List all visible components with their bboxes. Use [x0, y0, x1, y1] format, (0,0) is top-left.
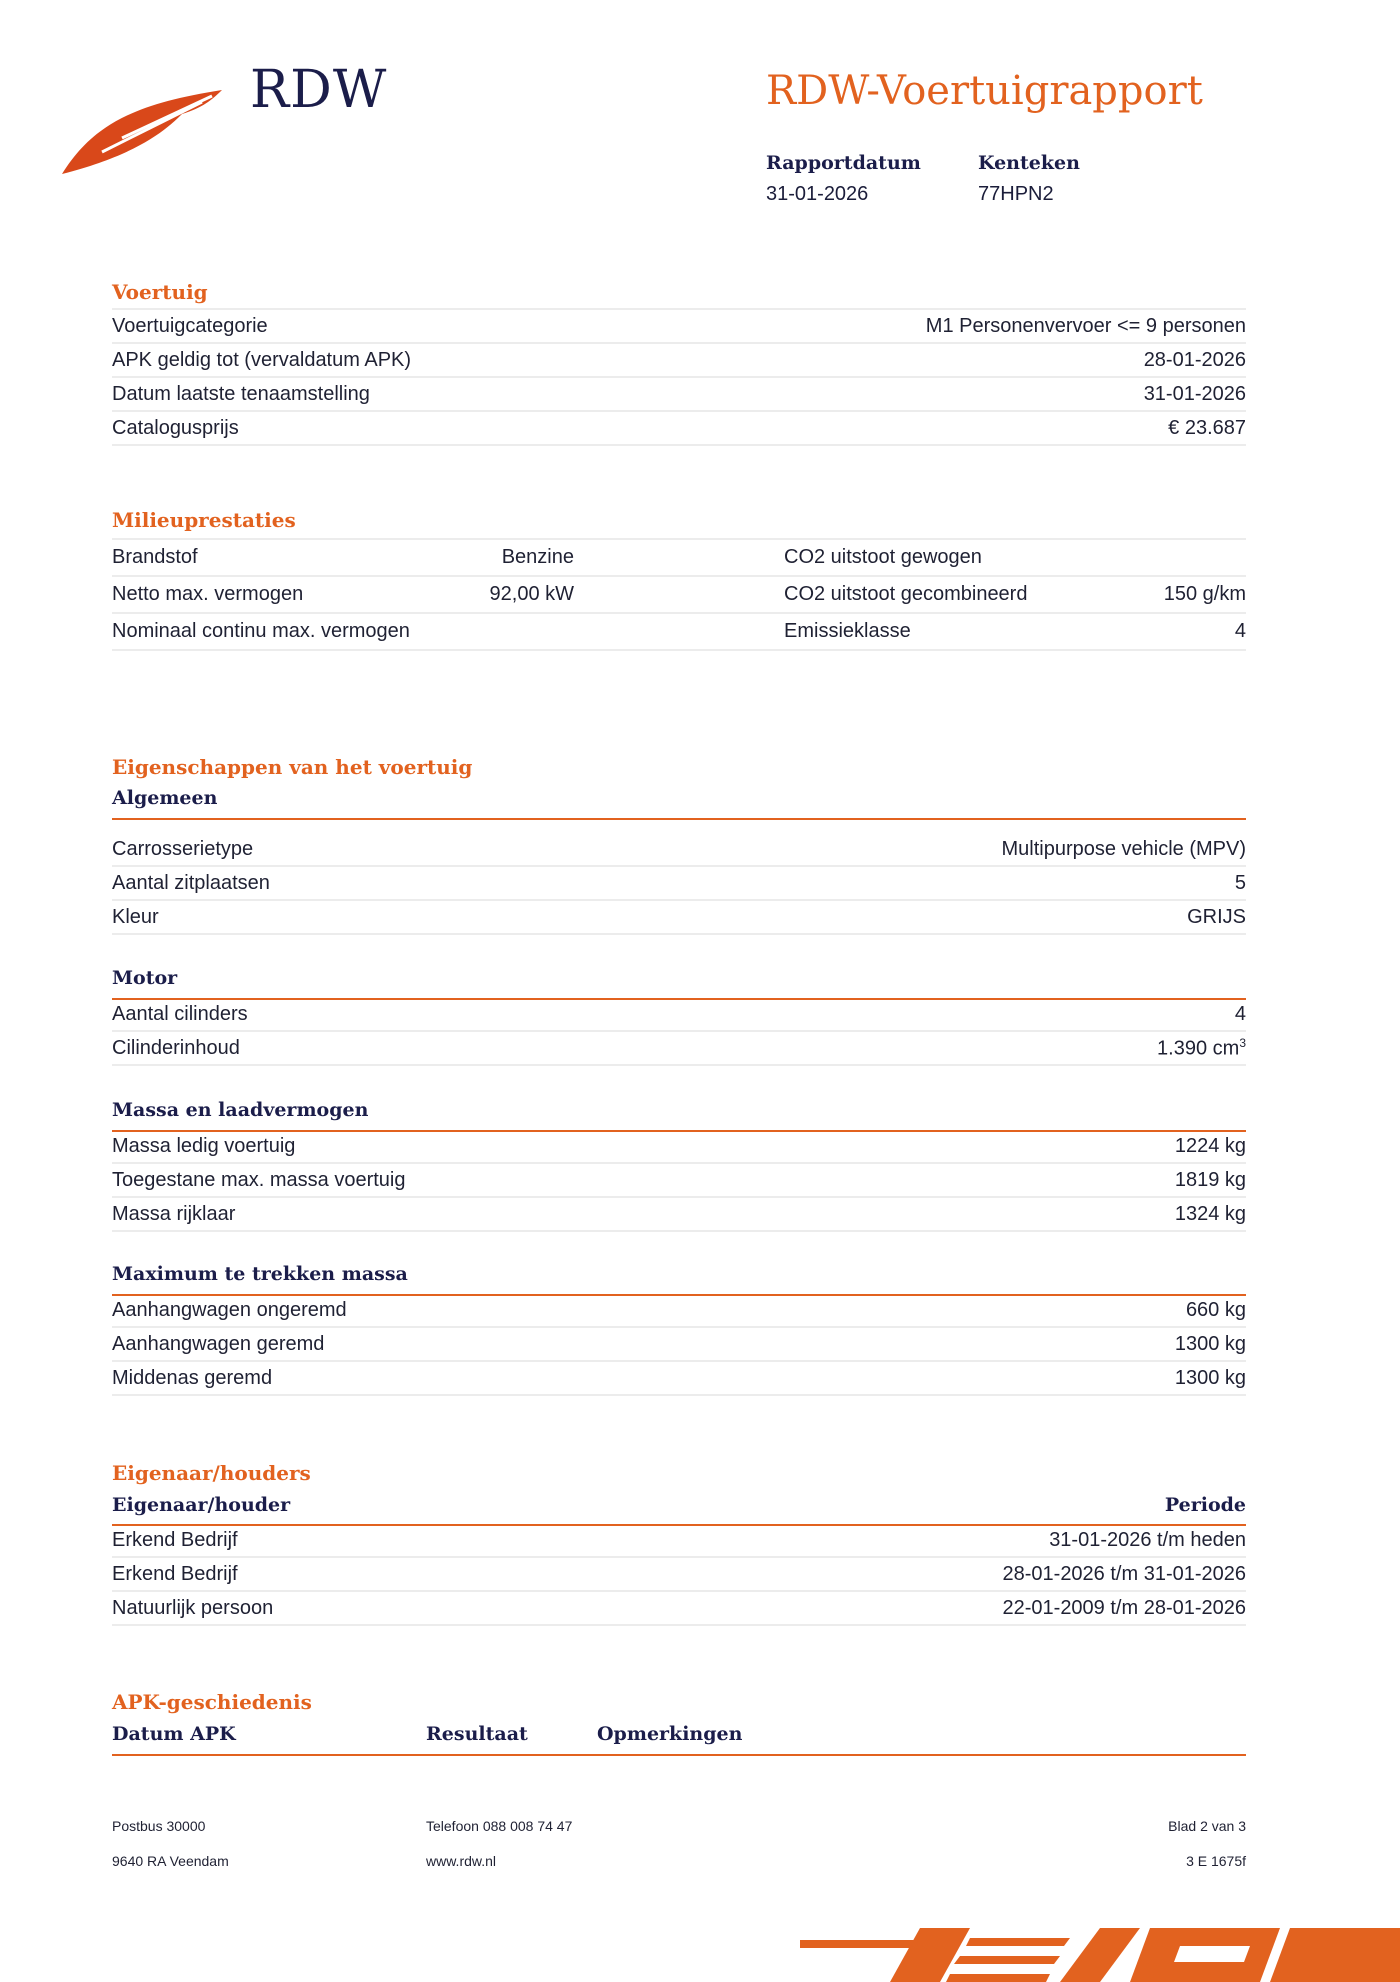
section-divider	[112, 1754, 1246, 1756]
row-label: Catalogusprijs	[112, 416, 239, 439]
section-voertuig-title: Voertuig	[112, 280, 208, 304]
plate-value: 77HPN2	[978, 183, 1054, 205]
footer-page-number: Blad 2 van 3	[1168, 1818, 1246, 1834]
row-value: M1 Personenvervoer <= 9 personen	[925, 314, 1246, 337]
apk-col-resultaat: Resultaat	[426, 1723, 528, 1745]
row-value: 5	[1234, 871, 1246, 894]
apk-col-datum: Datum APK	[112, 1723, 236, 1745]
row-value: 1224 kg	[1174, 1134, 1246, 1157]
section-eigenschappen-title: Eigenschappen van het voertuig	[112, 755, 473, 779]
eigenaar-col-header: Eigenaar/houder	[112, 1494, 291, 1516]
massa-table	[112, 1130, 1246, 1232]
eigenaar-table	[112, 1524, 1246, 1626]
row-label: Natuurlijk persoon	[112, 1596, 274, 1619]
row-value: Benzine	[501, 546, 574, 568]
table-row	[112, 1130, 1246, 1164]
row-label: Erkend Bedrijf	[112, 1562, 238, 1585]
row-value-text: 1.390 cm	[1157, 1037, 1240, 1060]
row-label: Massa ledig voertuig	[112, 1134, 296, 1157]
table-row	[112, 412, 1246, 446]
row-label: Kleur	[112, 905, 159, 928]
row-label: Datum laatste tenaamstelling	[112, 382, 370, 405]
row-label: CO2 uitstoot gewogen	[784, 546, 982, 568]
decorative-stripes-icon	[800, 1924, 1400, 1982]
row-label: Aanhangwagen geremd	[112, 1332, 325, 1355]
row-label: Cilinderinhoud	[112, 1036, 240, 1059]
apk-col-opmerkingen: Opmerkingen	[597, 1723, 743, 1745]
row-value: 28-01-2026	[1143, 348, 1246, 371]
row-label: Emissieklasse	[784, 620, 911, 642]
row-value: 1300 kg	[1174, 1332, 1246, 1355]
table-row	[112, 538, 1246, 577]
table-row	[112, 1592, 1246, 1626]
report-date-label: Rapportdatum	[766, 152, 921, 174]
row-label: Netto max. vermogen	[112, 583, 304, 605]
voertuig-table	[112, 308, 1246, 446]
table-row	[112, 577, 1246, 614]
row-value: 31-01-2026	[1143, 382, 1246, 405]
section-apk-title: APK-geschiedenis	[112, 1690, 312, 1714]
table-row	[112, 1294, 1246, 1328]
row-value: GRIJS	[1187, 905, 1246, 928]
row-label: Massa rijklaar	[112, 1202, 236, 1225]
logo-text: RDW	[250, 60, 388, 120]
table-row	[112, 1558, 1246, 1592]
section-eigenaar-title: Eigenaar/houders	[112, 1461, 311, 1485]
footer-phone: Telefoon 088 008 74 47	[426, 1818, 573, 1834]
row-label: Erkend Bedrijf	[112, 1528, 238, 1551]
algemeen-table	[112, 833, 1246, 935]
row-label: Aantal zitplaatsen	[112, 871, 270, 894]
row-value: 1324 kg	[1174, 1202, 1246, 1225]
row-value: 92,00 kW	[489, 583, 574, 605]
table-row	[112, 1524, 1246, 1558]
row-label: Aantal cilinders	[112, 1002, 248, 1025]
footer-address-2: 9640 RA Veendam	[112, 1853, 229, 1869]
row-value: 31-01-2026 t/m heden	[1049, 1528, 1246, 1551]
table-row	[112, 1328, 1246, 1362]
table-row	[112, 1032, 1246, 1066]
row-label: CO2 uitstoot gecombineerd	[784, 583, 1028, 605]
rdw-logo-icon	[62, 86, 232, 176]
table-row	[112, 614, 1246, 651]
plate-label: Kenteken	[978, 152, 1080, 174]
table-row	[112, 867, 1246, 901]
algemeen-title: Algemeen	[112, 787, 218, 809]
row-value: 22-01-2009 t/m 28-01-2026	[1002, 1596, 1246, 1619]
row-label: Aanhangwagen ongeremd	[112, 1298, 347, 1321]
motor-table	[112, 998, 1246, 1066]
table-row	[112, 1164, 1246, 1198]
section-milieu-title: Milieuprestaties	[112, 508, 296, 532]
table-row	[112, 901, 1246, 935]
report-date: 31-01-2026	[766, 183, 869, 205]
row-value: Multipurpose vehicle (MPV)	[1001, 837, 1246, 860]
row-label: Toegestane max. massa voertuig	[112, 1168, 406, 1191]
milieu-table	[112, 538, 1246, 651]
row-value	[1157, 1036, 1246, 1061]
row-label: Voertuigcategorie	[112, 314, 268, 337]
row-value: 660 kg	[1185, 1298, 1246, 1321]
table-row	[112, 833, 1246, 867]
footer-web-link[interactable]: www.rdw.nl	[426, 1853, 497, 1869]
row-value: 1300 kg	[1174, 1366, 1246, 1389]
row-label: Carrosserietype	[112, 837, 254, 860]
footer-address-1: Postbus 30000	[112, 1818, 206, 1834]
row-value: 4	[1234, 1002, 1246, 1025]
table-row	[112, 1362, 1246, 1396]
row-value: € 23.687	[1168, 416, 1246, 439]
row-label: Brandstof	[112, 546, 198, 568]
report-title: RDW-Voertuigrapport	[766, 68, 1203, 114]
row-value: 28-01-2026 t/m 31-01-2026	[1002, 1562, 1246, 1585]
motor-title: Motor	[112, 967, 178, 989]
unit-superscript: 3	[1239, 1035, 1246, 1050]
trekken-title: Maximum te trekken massa	[112, 1263, 408, 1285]
row-label: Nominaal continu max. vermogen	[112, 620, 410, 642]
section-divider	[112, 818, 1246, 820]
table-row	[112, 344, 1246, 378]
row-value: 150 g/km	[1163, 583, 1246, 605]
massa-title: Massa en laadvermogen	[112, 1099, 369, 1121]
row-label: APK geldig tot (vervaldatum APK)	[112, 348, 412, 371]
footer-code: 3 E 1675f	[1186, 1853, 1246, 1869]
row-value: 1819 kg	[1174, 1168, 1246, 1191]
table-row	[112, 1198, 1246, 1232]
table-row	[112, 308, 1246, 344]
row-label: Middenas geremd	[112, 1366, 273, 1389]
trekken-table	[112, 1294, 1246, 1396]
table-row	[112, 378, 1246, 412]
periode-col-header: Periode	[1164, 1494, 1246, 1516]
table-row	[112, 998, 1246, 1032]
row-value: 4	[1234, 620, 1246, 642]
